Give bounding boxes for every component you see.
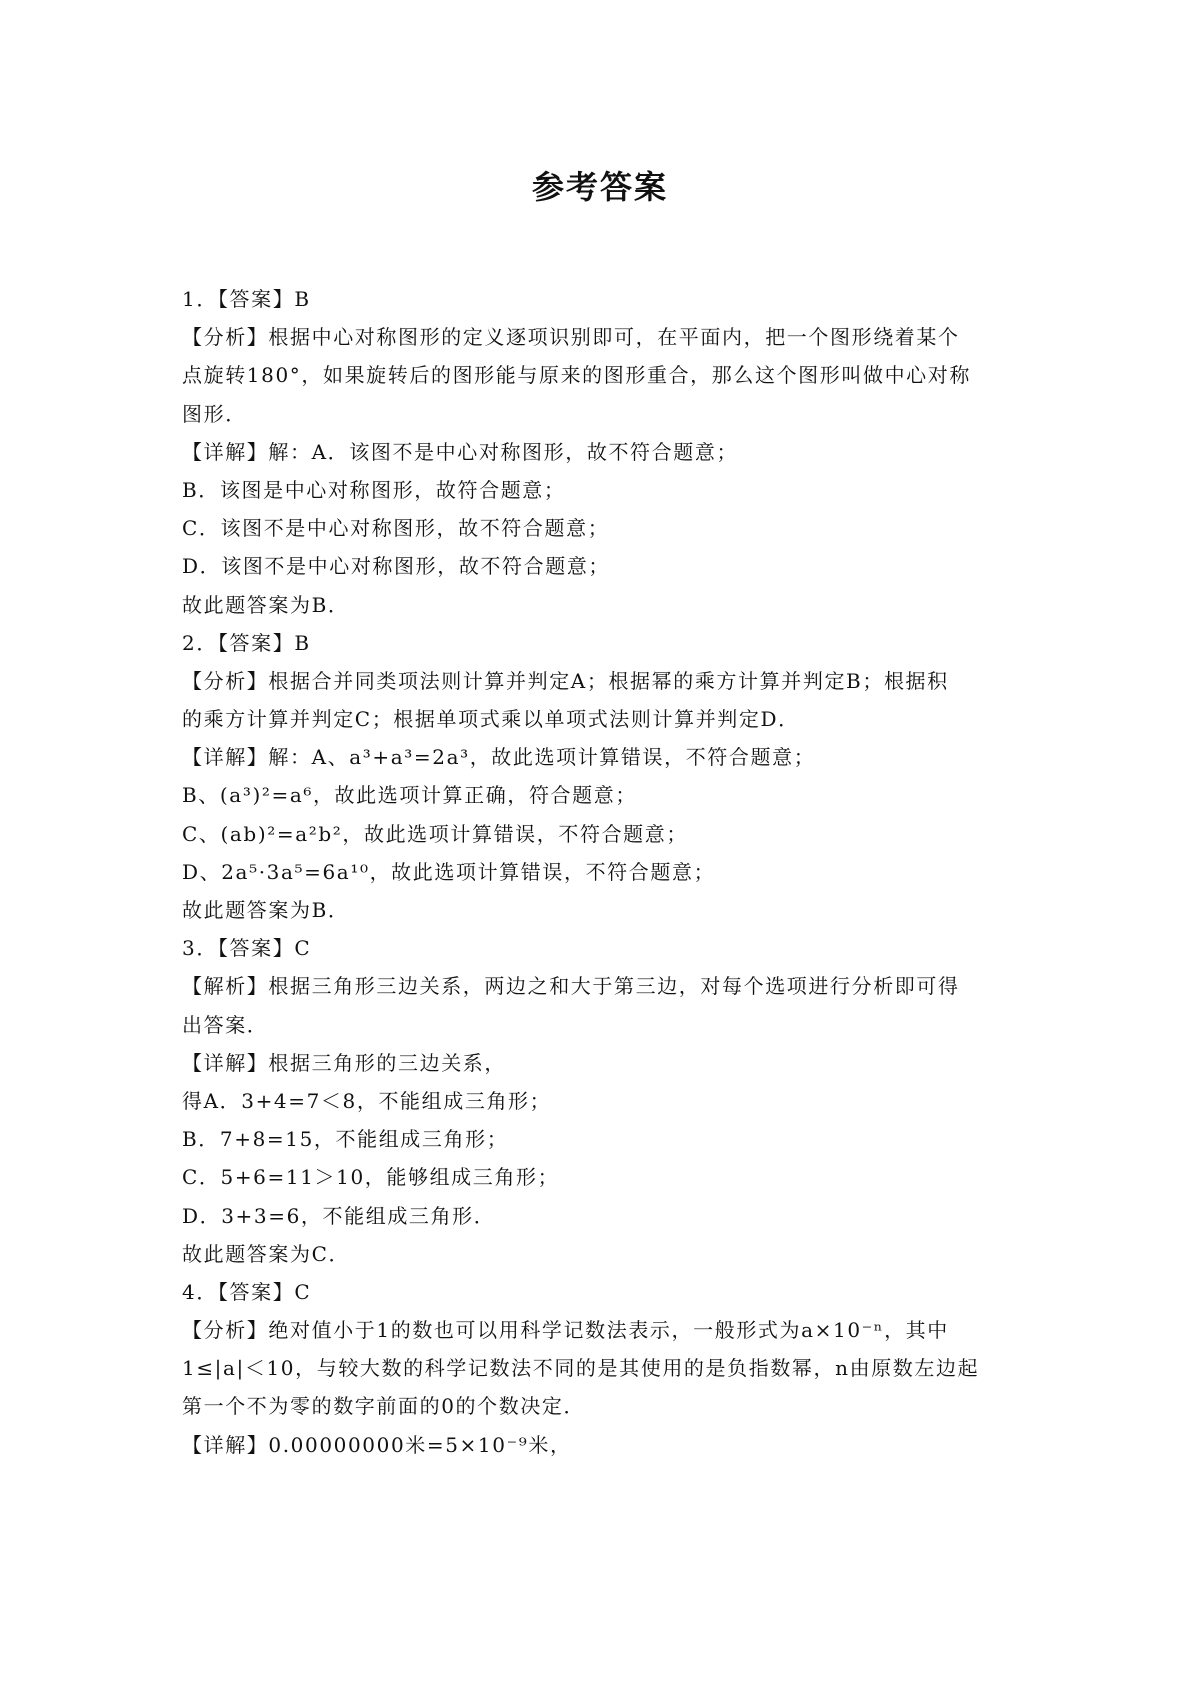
page-title: 参考答案 bbox=[531, 168, 668, 206]
q2-analysis-line-2: 的乘方计算并判定C；根据单项式乘以单项式法则计算并判定D． bbox=[182, 707, 800, 732]
q4-answer: 4．【答案】C bbox=[182, 1279, 312, 1304]
q1-detail-line-4: D．该图不是中心对称图形，故不符合题意； bbox=[182, 554, 611, 579]
q1-detail-line-3: C．该图不是中心对称图形，故不符合题意； bbox=[182, 516, 610, 541]
q4-detail-line-1: 【详解】0.00000000米=5×10⁻⁹米， bbox=[182, 1432, 572, 1457]
q3-analysis-line-1: 【解析】根据三角形三边关系，两边之和大于第三边，对每个选项进行分析即可得 bbox=[182, 974, 960, 999]
q1-answer: 1．【答案】B bbox=[182, 287, 311, 311]
q1-detail-line-2: B．该图是中心对称图形，故符合题意； bbox=[182, 477, 566, 502]
q2-detail-line-3: C、(ab)²=a²b²，故此选项计算错误，不符合题意； bbox=[182, 821, 688, 846]
q2-detail-line-2: B、(a³)²=a⁶，故此选项计算正确，符合题意； bbox=[182, 783, 637, 808]
q3-analysis-line-2: 出答案． bbox=[182, 1012, 269, 1037]
q3-detail-line-3: B．7+8=15，不能组成三角形； bbox=[182, 1127, 509, 1152]
q2-detail-line-4: D、2a⁵·3a⁵=6a¹⁰，故此选项计算错误，不符合题意； bbox=[182, 859, 716, 884]
q1-conclusion: 故此题答案为B． bbox=[182, 592, 350, 617]
answer-body bbox=[182, 280, 1032, 1464]
q1-analysis-line-2: 点旋转180°，如果旋转后的图形能与原来的图形重合，那么这个图形叫做中心对称 bbox=[182, 363, 971, 388]
q2-analysis-line-1: 【分析】根据合并同类项法则计算并判定A；根据幂的乘方计算并判定B；根据积 bbox=[182, 668, 949, 693]
q3-detail-line-2: 得A．3+4=7＜8，不能组成三角形； bbox=[182, 1088, 552, 1113]
q3-answer: 3．【答案】C bbox=[182, 936, 312, 961]
q1-analysis-line-3: 图形． bbox=[182, 401, 247, 426]
q3-detail-line-1: 【详解】根据三角形的三边关系， bbox=[182, 1050, 506, 1075]
q4-analysis-line-1: 【分析】绝对值小于1的数也可以用科学记数法表示，一般形式为a×10⁻ⁿ，其中 bbox=[182, 1318, 949, 1343]
q2-conclusion: 故此题答案为B． bbox=[182, 898, 350, 922]
q4-analysis-line-2: 1≤|a|＜10，与较大数的科学记数法不同的是其使用的是负指数幂，n由原数左边起 bbox=[182, 1356, 980, 1381]
q2-detail-line-1: 【详解】解：A、a³+a³=2a³，故此选项计算错误，不符合题意； bbox=[182, 745, 816, 770]
q1-detail-line-1: 【详解】解：A．该图不是中心对称图形，故不符合题意； bbox=[182, 439, 739, 464]
q3-conclusion: 故此题答案为C． bbox=[182, 1241, 351, 1266]
q2-answer: 2．【答案】B bbox=[182, 630, 311, 655]
q3-detail-line-5: D．3+3=6，不能组成三角形． bbox=[182, 1203, 496, 1228]
q1-analysis-line-1: 【分析】根据中心对称图形的定义逐项识别即可，在平面内，把一个图形绕着某个 bbox=[182, 325, 960, 350]
q3-detail-line-4: C．5+6=11＞10，能够组成三角形； bbox=[182, 1165, 560, 1190]
q4-analysis-line-3: 第一个不为零的数字前面的0的个数决定． bbox=[182, 1394, 586, 1419]
